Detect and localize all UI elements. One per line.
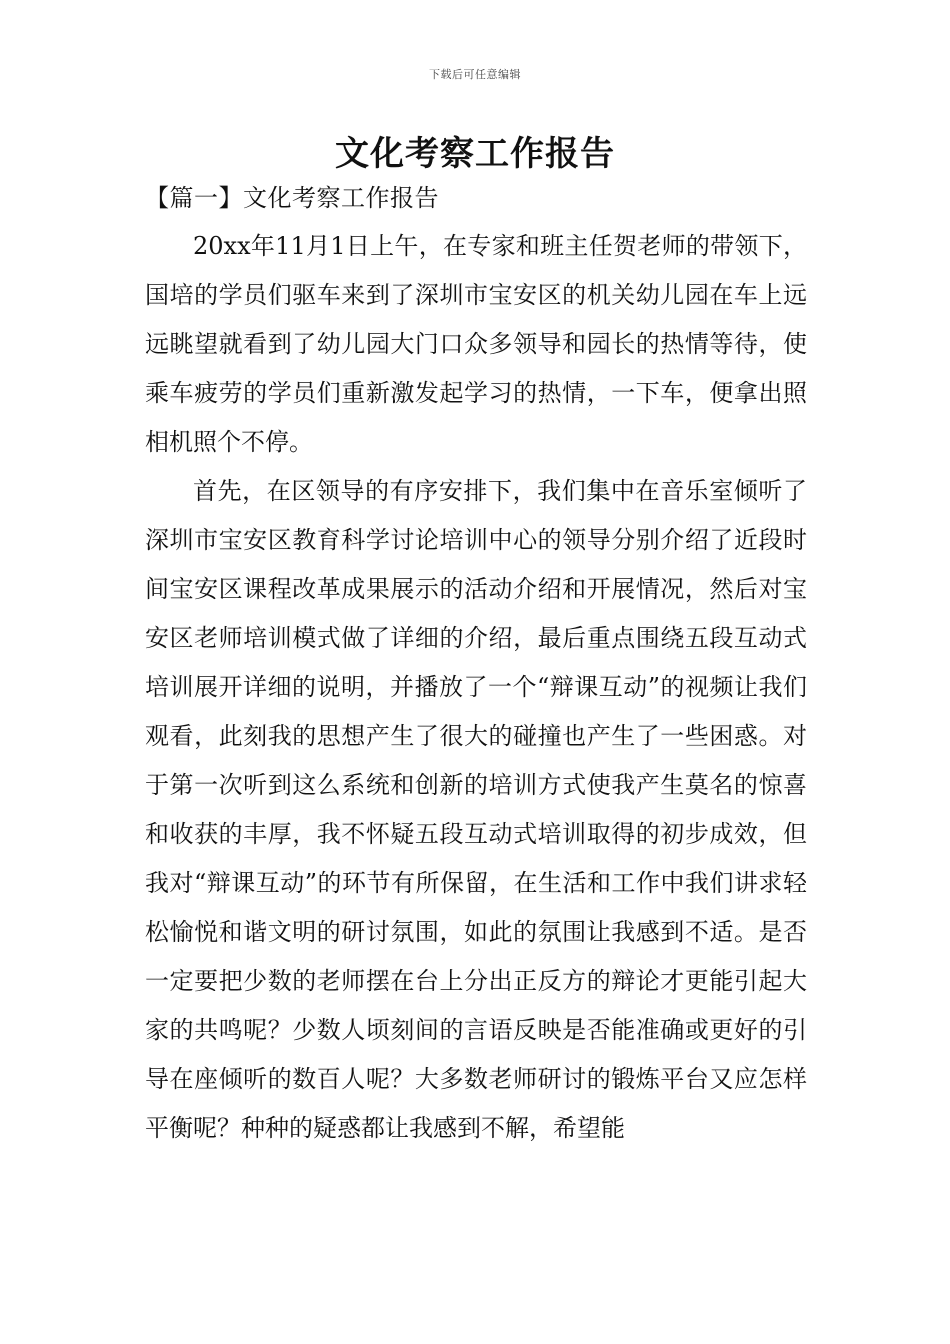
document-title: 文化考察工作报告 (335, 134, 615, 174)
section-heading: 【篇一】文化考察工作报告 (145, 184, 439, 212)
paragraph-2: 首先，在区领导的有序安排下，我们集中在音乐室倾听了深圳市宝安区教育科学讨论培训中心的领导分别介绍了近段时间宝安区课程改革成果展示的活动介绍和开展情况，然后对宝安区老师培训模式做了详细的介绍，最后重点围绕五段互动式培训展开详细的说明，并播放了一个“辩课互动”的视频让我们观看，此刻我的思想产生了很大的碰撞也产生了一些困惑。对于第一次听到这么系统和创新的培训方式使我产生莫名的惊喜和收获的丰厚，我不怀疑五段互动式培训取得的初步成效，但我对“辩课互动”的环节有所保留，在生活和工作中我们讲求轻松愉悦和谐文明的研讨氛围，如此的氛围让我感到不适。是否一定要把少数的老师摆在台上分出正反方的辩论才更能引起大家的共鸣呢？少数人顷刻间的言语反映是否能准确或更好的引导在座倾听的数百人呢？大多数老师研讨的锻炼平台又应怎样平衡呢？种种的疑惑都让我感到不解，希望能 (145, 477, 807, 1142)
header-note: 下载后可任意编辑 (429, 68, 521, 81)
document-body (145, 178, 807, 1153)
paragraph-1: 20xx年11月1日上午，在专家和班主任贺老师的带领下，国培的学员们驱车来到了深圳市宝安区的机关幼儿园在车上远远眺望就看到了幼儿园大门口众多领导和园长的热情等待，使乘车疲劳的学员们重新激发起学习的热情，一下车，便拿出照相机照个不停。 (145, 232, 807, 456)
